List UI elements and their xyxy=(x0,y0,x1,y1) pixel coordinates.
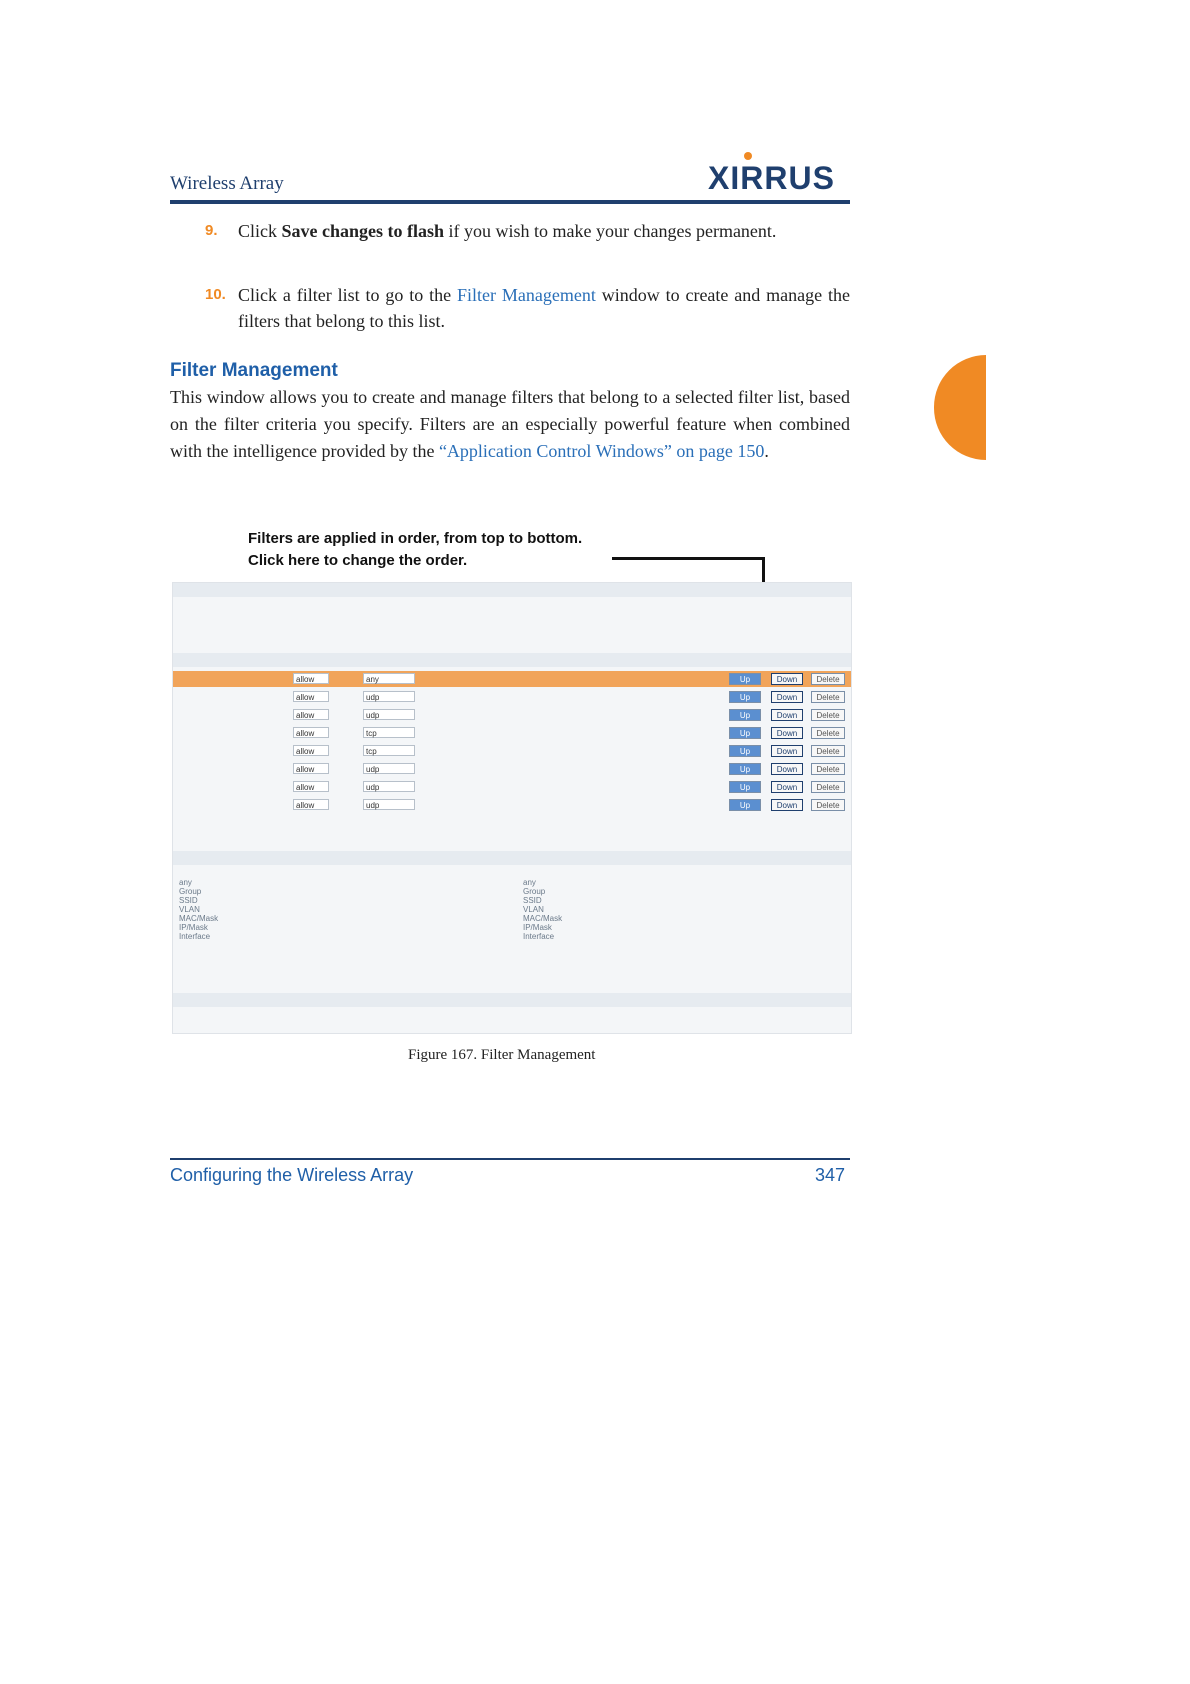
move-up-button[interactable]: Up xyxy=(729,727,761,739)
delete-button[interactable]: Delete xyxy=(811,799,845,811)
action-select[interactable]: allow xyxy=(293,727,329,738)
filter-row xyxy=(173,689,851,705)
logo-text: XIRRUS xyxy=(708,160,835,196)
delete-button[interactable]: Delete xyxy=(811,691,845,703)
source-option[interactable]: Group xyxy=(179,887,202,896)
dest-option[interactable]: any xyxy=(523,878,536,887)
filter-row xyxy=(173,743,851,759)
move-up-button[interactable]: Up xyxy=(729,763,761,775)
chapter-tab xyxy=(934,355,986,460)
action-select[interactable]: allow xyxy=(293,799,329,810)
move-down-button[interactable]: Down xyxy=(771,745,803,757)
protocol-select[interactable]: udp xyxy=(363,799,415,810)
move-down-button[interactable]: Down xyxy=(771,691,803,703)
filter-management-screenshot xyxy=(172,582,852,1034)
protocol-select[interactable]: any xyxy=(363,673,415,684)
protocol-select[interactable]: udp xyxy=(363,781,415,792)
move-up-button[interactable]: Up xyxy=(729,745,761,757)
move-down-button[interactable]: Down xyxy=(771,781,803,793)
dest-option[interactable]: Group xyxy=(523,887,546,896)
page-number: 347 xyxy=(815,1165,846,1185)
logo-dot-icon xyxy=(744,152,752,160)
protocol-select[interactable]: udp xyxy=(363,763,415,774)
action-select[interactable]: allow xyxy=(293,673,329,684)
delete-button[interactable]: Delete xyxy=(811,727,845,739)
step-9 xyxy=(205,218,850,244)
xirrus-logo xyxy=(708,160,835,197)
delete-button[interactable]: Delete xyxy=(811,781,845,793)
screenshot-title-bar xyxy=(173,583,851,597)
dest-option[interactable]: Interface xyxy=(523,932,555,941)
action-select[interactable]: allow xyxy=(293,763,329,774)
filter-row xyxy=(173,671,851,687)
dest-option[interactable]: VLAN xyxy=(523,905,544,914)
source-option[interactable]: VLAN xyxy=(179,905,200,914)
source-options xyxy=(179,878,218,941)
source-option[interactable]: MAC/Mask xyxy=(179,914,219,923)
action-select[interactable]: allow xyxy=(293,691,329,702)
action-select[interactable]: allow xyxy=(293,745,329,756)
source-option[interactable]: SSID xyxy=(179,896,198,905)
annotation-arrow-line xyxy=(612,557,765,560)
delete-button[interactable]: Delete xyxy=(811,745,845,757)
screenshot-section-bar xyxy=(173,851,851,865)
step-text: window to create and manage the filters that belong to this list. xyxy=(238,285,850,331)
step-10 xyxy=(205,282,850,334)
delete-button[interactable]: Delete xyxy=(811,673,845,685)
move-down-button[interactable]: Down xyxy=(771,673,803,685)
move-down-button[interactable]: Down xyxy=(771,763,803,775)
move-up-button[interactable]: Up xyxy=(729,709,761,721)
filter-row xyxy=(173,761,851,777)
step-text: Click xyxy=(238,221,282,241)
para-text: . xyxy=(764,441,769,461)
filter-row xyxy=(173,707,851,723)
delete-button[interactable]: Delete xyxy=(811,763,845,775)
filter-row xyxy=(173,725,851,741)
move-down-button[interactable]: Down xyxy=(771,799,803,811)
screenshot-footer-bar xyxy=(173,993,851,1007)
filter-row xyxy=(173,779,851,795)
move-down-button[interactable]: Down xyxy=(771,727,803,739)
move-up-button[interactable]: Up xyxy=(729,781,761,793)
footer-title: Configuring the Wireless Array xyxy=(170,1165,414,1185)
filter-management-link[interactable]: Filter Management xyxy=(456,285,596,305)
section-paragraph xyxy=(170,384,850,465)
protocol-select[interactable]: udp xyxy=(363,709,415,720)
annotation-line-2: Click here to change the order. xyxy=(248,552,468,569)
step-number: 10. xyxy=(205,286,226,303)
running-header-title: Wireless Array xyxy=(170,173,284,194)
dest-option[interactable]: MAC/Mask xyxy=(523,914,563,923)
step-bold: Save changes to flash xyxy=(281,221,445,241)
action-select[interactable]: allow xyxy=(293,781,329,792)
header-rule xyxy=(170,200,850,204)
protocol-select[interactable]: tcp xyxy=(363,727,415,738)
move-up-button[interactable]: Up xyxy=(729,691,761,703)
source-option[interactable]: Interface xyxy=(179,932,211,941)
step-text: if you wish to make your changes permanent. xyxy=(444,221,777,241)
move-up-button[interactable]: Up xyxy=(729,673,761,685)
section-title: Filter Management xyxy=(170,360,338,381)
para-text: This window allows you to create and manage filters that belong to a selected filter list, based on the filter criteria you specify. Filters are an especially powerful feature when combined with the intelligence provided by the xyxy=(170,387,850,461)
action-select[interactable]: allow xyxy=(293,709,329,720)
screenshot-table-header xyxy=(173,653,851,667)
dest-option[interactable]: IP/Mask xyxy=(523,923,552,932)
move-up-button[interactable]: Up xyxy=(729,799,761,811)
source-option[interactable]: IP/Mask xyxy=(179,923,208,932)
step-number: 9. xyxy=(205,222,218,239)
application-control-link[interactable]: “Application Control Windows” on page 150 xyxy=(438,441,765,461)
dest-options xyxy=(523,878,562,941)
footer-rule xyxy=(170,1158,850,1160)
protocol-select[interactable]: tcp xyxy=(363,745,415,756)
annotation-line-1: Filters are applied in order, from top to bottom. xyxy=(248,530,583,547)
delete-button[interactable]: Delete xyxy=(811,709,845,721)
dest-option[interactable]: SSID xyxy=(523,896,542,905)
protocol-select[interactable]: udp xyxy=(363,691,415,702)
move-down-button[interactable]: Down xyxy=(771,709,803,721)
figure-caption: Figure 167. Filter Management xyxy=(408,1047,596,1063)
step-text: Click a filter list to go to the xyxy=(238,285,457,305)
filter-row xyxy=(173,797,851,813)
source-option[interactable]: any xyxy=(179,878,192,887)
